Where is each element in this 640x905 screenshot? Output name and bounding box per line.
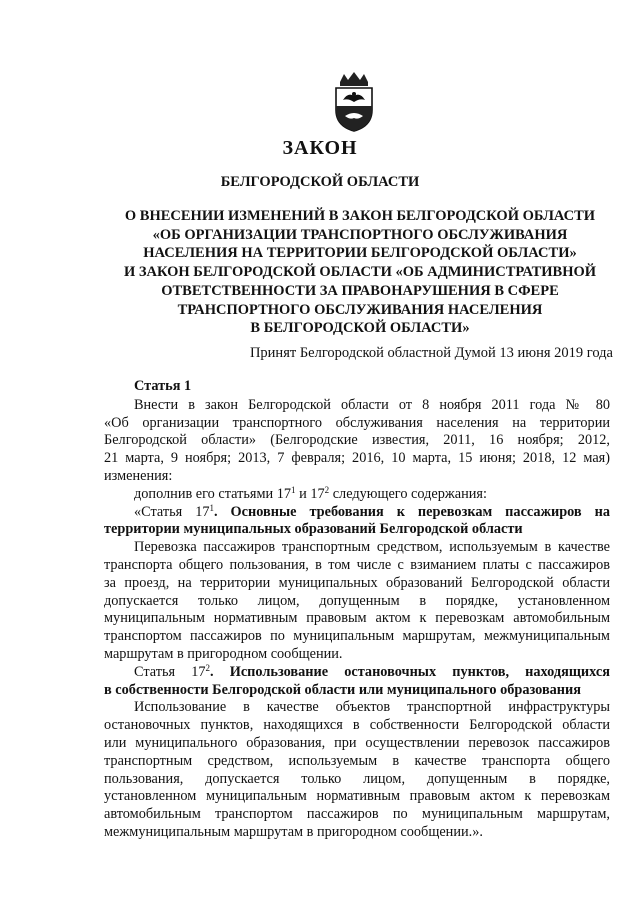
paragraph-line: транспорта общего пользования, в том числе с взиманием платы с пассажиров [104,556,610,573]
paragraph-line: остановочных пунктов, находящихся в собственности Белгородской области [104,717,610,734]
paragraph-line: пользования, допускается только лицом, допущенным в порядке, [104,770,610,787]
supplement-text: дополнив его статьями 17 [134,485,292,502]
article-17-2-heading [104,664,610,682]
paragraph-line: установленном муниципальным нормативным правовым актом к перевозкам [104,788,610,805]
paragraph-line: изменения: [104,467,173,484]
law-title-line: НАСЕЛЕНИЯ НА ТЕРРИТОРИИ БЕЛГОРОДСКОЙ ОБЛАСТИ» [143,245,577,262]
law-title-line: В БЕЛГОРОДСКОЙ ОБЛАСТИ» [250,320,470,337]
document-title: ЗАКОН [282,137,358,159]
paragraph-line: Внести в закон Белгородской области от 8 ноября 2011 года № 80 [134,396,610,413]
law-title [90,207,630,338]
article-dot: . [210,663,230,680]
paragraph-line: муниципальным нормативным правовым актом к перевозкам автомобильным [104,610,610,627]
law-title-line: ТРАНСПОРТНОГО ОБСЛУЖИВАНИЯ НАСЕЛЕНИЯ [177,301,543,318]
paragraph-line: «Об организации транспортного обслуживания населения на территории [104,414,610,431]
article-title: Использование остановочных пунктов, находящихся [229,663,610,680]
coat-of-arms-emblem [330,72,378,132]
superscript: 1 [209,502,214,513]
article-dot: . [214,503,231,520]
superscript: 1 [291,484,296,495]
region-title: БЕЛГОРОДСКОЙ ОБЛАСТИ [220,174,420,190]
superscript: 2 [205,662,211,673]
article-title-continuation: территории муниципальных образований Белгородской области [104,521,523,538]
paragraph-line: за проезд, на территории муниципальных образований Белгородской области [104,574,610,591]
law-title-line: И ЗАКОН БЕЛГОРОДСКОЙ ОБЛАСТИ «ОБ АДМИНИСТРАТИВНОЙ [123,264,597,281]
paragraph-line: допускается только лицом, допущенным в порядке, установленном [104,592,610,609]
article-heading: Статья 1 [134,378,192,394]
paragraph-line: автомобильным транспортом пассажиров по муниципальным маршрутам, [104,806,610,823]
law-title-line: О ВНЕСЕНИИ ИЗМЕНЕНИЙ В ЗАКОН БЕЛГОРОДСКОЙ ОБЛАСТИ [124,208,596,224]
law-title-line: «ОБ ОРГАНИЗАЦИИ ТРАНСПОРТНОГО ОБСЛУЖИВАНИЯ [152,226,568,243]
article-title: Основные требования к перевозкам пассажиров на [230,503,610,520]
supplement-text: и 17 [295,485,325,502]
article-body [104,378,610,842]
paragraph-line: транспортом пассажиров по муниципальным маршрутам, межмуниципальным [104,628,610,645]
article-prefix: Статья 17 [134,663,206,680]
paragraph-line: Белгородской области» (Белгородские известия, 2011, 16 ноября; 2012, [104,432,610,449]
supplement-text: следующего содержания: [329,485,487,502]
paragraph-line: Использование в качестве объектов транспортной инфраструктуры [134,699,610,716]
paragraph-line: или муниципального образования, при осуществлении перевозок пассажиров [104,734,610,751]
adoption-note: Принят Белгородской областной Думой 13 июня 2019 года [249,345,613,361]
law-title-line: ОТВЕТСТВЕННОСТИ ЗА ПРАВОНАРУШЕНИЯ В СФЕРЕ [161,282,559,299]
paragraph-line: маршрутам в пригородном сообщении. [104,645,343,662]
paragraph-line: 21 марта, 9 ноября; 2013, 7 февраля; 2016, 10 марта, 15 июня; 2018, 12 мая) [104,450,610,467]
article-prefix: «Статья 17 [134,503,210,520]
paragraph-line: межмуниципальным маршрутам в пригородном сообщении.». [104,823,483,840]
paragraph-line: транспортным средством, используемым в качестве транспорта общего [104,752,610,769]
article-title-continuation: в собственности Белгородской области или муниципального образования [104,681,582,698]
paragraph-line: Перевозка пассажиров транспортным средством, используемым в качестве [134,539,610,556]
superscript: 2 [324,484,330,495]
article-17-1-heading [104,504,610,522]
supplement-line [104,486,610,504]
